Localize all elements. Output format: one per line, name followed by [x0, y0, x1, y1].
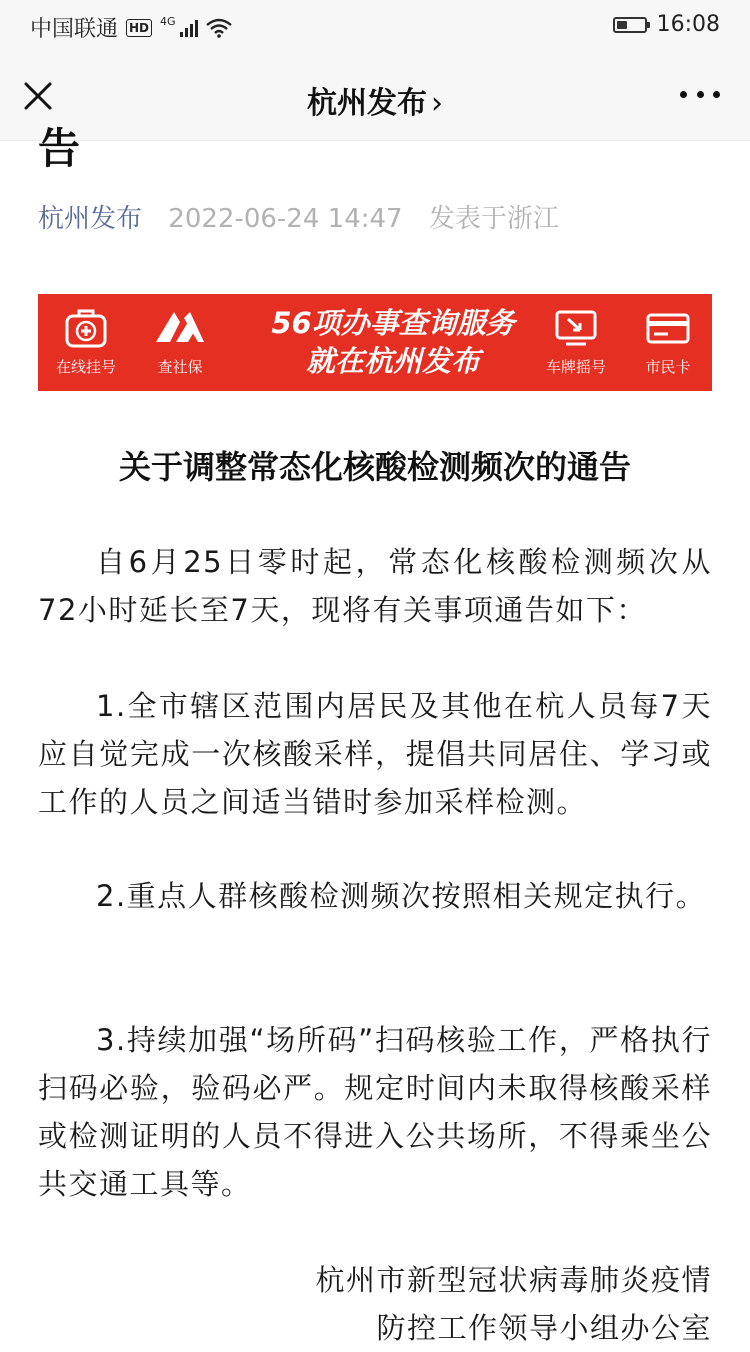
account-title-link[interactable]: [0, 78, 750, 122]
signature-line: 防控工作领导小组办公室: [376, 1311, 712, 1345]
signature-line: 杭州市新型冠状病毒肺炎疫情: [315, 1263, 712, 1297]
article-title-fragment: 告: [38, 124, 81, 173]
author-link[interactable]: 杭州发布: [38, 204, 143, 234]
article-meta: [38, 198, 559, 235]
banner-slogan-line-2: 就在杭州发布: [305, 344, 480, 378]
account-name: 杭州发布: [307, 86, 427, 121]
citizen-card-icon: [646, 308, 690, 348]
article-paragraph: 3.持续加强“场所码”扫码核验工作，严格执行扫码必验，验码必严。规定时间内未取得核酸采样或检测证明的人员不得进入公共场所，不得乘坐公共交通工具等。: [38, 1023, 712, 1201]
nav-bar: [0, 52, 750, 141]
article-paragraph: 自6月25日零时起，常态化核酸检测频次从72小时延长至7天，现将有关事项通告如下：: [38, 545, 712, 627]
article-heading: 关于调整常态化核酸检测频次的通告: [118, 448, 631, 486]
chevron-right-icon: ›: [431, 86, 443, 121]
services-banner[interactable]: [38, 294, 712, 391]
banner-item-online-registration[interactable]: [46, 308, 126, 377]
banner-item-label: 查社保: [157, 358, 203, 376]
license-lottery-icon: [554, 308, 598, 348]
banner-slogan-line-1: 56项办事查询服务: [271, 306, 515, 340]
banner-item-label: 市民卡: [645, 358, 691, 376]
article-paragraph: 1.全市辖区范围内居民及其他在杭人员每7天应自觉完成一次核酸采样，提倡共同居住、学习或工作的人员之间适当错时参加采样检测。: [38, 689, 712, 819]
status-bar-left: [30, 12, 232, 43]
signal-strength-icon: [180, 19, 198, 37]
medical-kit-icon: [64, 308, 108, 348]
status-bar: [0, 0, 750, 52]
banner-item-license-lottery[interactable]: [536, 308, 616, 377]
clock: 16:08: [656, 12, 720, 37]
network-type-label: 4G: [160, 15, 176, 28]
status-bar-right: [613, 12, 720, 37]
banner-item-label: 在线挂号: [55, 358, 116, 376]
hd-badge: HD: [126, 19, 152, 37]
banner-item-label: 车牌摇号: [545, 358, 606, 376]
battery-icon: [613, 17, 647, 33]
social-security-logo-icon: [154, 308, 206, 348]
carrier-label: 中国联通: [30, 17, 119, 42]
article-paragraph: 2.重点人群核酸检测频次按照相关规定执行。: [96, 879, 707, 913]
more-options-icon[interactable]: [680, 84, 720, 104]
wifi-icon: [206, 18, 232, 38]
banner-item-social-security[interactable]: [140, 308, 220, 377]
banner-item-citizen-card[interactable]: [628, 308, 708, 377]
publish-time: 2022-06-24 14:47: [168, 204, 403, 234]
publish-location: 发表于浙江: [428, 204, 559, 234]
banner-slogan: [248, 304, 538, 380]
